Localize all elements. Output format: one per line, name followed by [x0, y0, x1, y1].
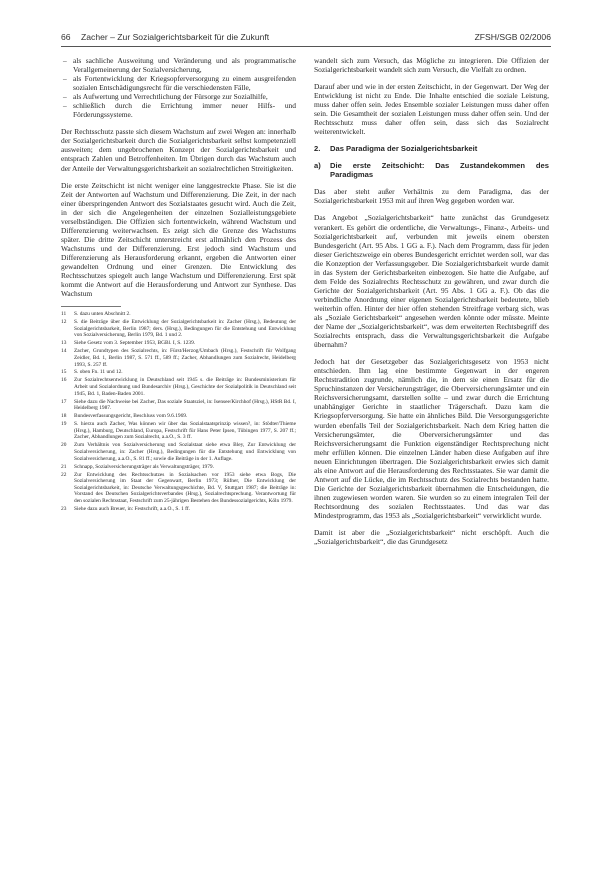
footnote-text: Zacher, Grundtypen des Sozialrechts, in: Fürst/Herzog/Umbach (Hrsg.), Festschrift für Wolfgang Zeidler, Bd. 1, Berlin 1987, S. 571 ff., 589 ff.; Zacher, Abhandlungen zum Sozialrecht, Heidelberg 1993, S. 257 ff.	[74, 348, 296, 368]
bullet-list	[61, 56, 296, 119]
left-column	[61, 56, 296, 514]
section-title: Das Paradigma der Sozialgerichtsbarkeit	[330, 144, 478, 154]
footnote	[61, 311, 296, 318]
footnotes	[61, 311, 296, 512]
footnote	[61, 348, 296, 368]
footnote-text: Bundesverfassungsgericht, Beschluss vom 9.6.1969.	[74, 413, 188, 420]
paragraph: Das Angebot „Sozialgerichtsbarkeit“ hatte zunächst das Grundgesetz verankert. Es gehört die ordentliche, die Verwaltungs-, Finanz-, Arbeits- und Sozialgerichtsbarkeit auf, verbunden mit jeweils einem obersten Bundesgericht (Art. 95 Abs. 1 GG a. F.). Nach dem Programm, dass für jeden dieser Gerichtszweige ein oberes Bundesgericht errichtet werden soll, war das die Konzeption der Verfassungsgeber. Die Sozialgerichtsbarkeit wurde damit in das System der Gerichtsbarkeiten einbezogen. Sie hatte die Aufgabe, auf dem Felde des Sozialrechts Rechtsschutz zu gewähren, und zwar durch die Gerichte der Sozialgerichtsbarkeit (Art. 95 Abs. 1 GG a. F.). Ob das die verbindliche Anordnung einer eigenen Sozialgerichtsbarkeit bedeutete, blieb weiterhin offen. Hinter der hier offen stehenden Streitfrage verbarg sich, was als „Soziale Gerichtsbarkeit“ angesehen werden könnte oder müsste. Meinte der Name der „Sozialgerichtsbarkeit“, was dem erweiterten Rechtsbegriff des Sozialrechts entsprach, dass die Verwaltungsgerichtsbarkeit die Aufgabe übernahm?	[314, 213, 549, 350]
footnote-number: 13	[61, 340, 67, 347]
footnote	[61, 377, 296, 397]
footnote	[61, 319, 296, 339]
header-rule	[61, 46, 551, 47]
bullet-item: – als Fortentwicklung der Kriegsopferversorgung zu einem ausgreifenden sozialen Entschädigungsrecht für die verschiedensten Fälle,	[61, 74, 296, 92]
footnote	[61, 506, 296, 513]
section-number: 2.	[314, 144, 321, 154]
right-column	[314, 56, 549, 554]
running-header	[61, 32, 551, 46]
footnote-number: 20	[61, 442, 67, 449]
footnote	[61, 340, 296, 347]
footnote	[61, 369, 296, 376]
paragraph: Jedoch hat der Gesetzgeber das Sozialgerichtsgesetz von 1953 nicht entschieden. Ihm lag eine bestimmte Gegenwart in der engeren Rechtstradition zugrunde, nämlich die, in dem sie einen Ersatz für die Spruchinstanzen der Versicherungsträger, die Oberversicherungsämter und ein Reichsversicherungsamt, darstellen sollte – und zwar durch die Errichtung unabhängiger Gerichte in staatlicher Trägerschaft. Dazu kam die Kriegsopferversorgung. Sie hatte ein ähnliches Bild. Die Versorgungsgerichte wurden ebenfalls Teil der Sozialgerichtsbarkeit. Nach dem Krieg hatten die Versicherungsämter, die Oberversicherungsämter und das Reichsversicherungsamt die Funktion eigenständiger Rechtsprechung nicht mehr erfüllen können. Die einzelnen Länder haben diese Aufgaben auf ihre neuen Einrichtungen übertragen. Die Sozialgerichtsbarkeit erwies sich damit als eine Antwort auf die Herausforderung des Rechtsstaates. Sie war damit die Antwort auf die Lücke, die im Rechtsschutz des Sozialrechts bestanden hatte. Die Gerichte der Sozialgerichtsbarkeit übernahmen die Entscheidungen, die ihnen zugewiesen worden waren. Sie wurden so zu einem integralen Teil der Rechtsordnung des sozialen Rechtsstaates. Und das war das Mindestprogramm, das 1953 als „Sozialgerichtsbarkeit“ verwirklicht wurde.	[314, 357, 549, 520]
footnote-text: S. dazu unten Abschnitt 2.	[74, 311, 131, 318]
footnote-text: Siehe Gesetz vom 3. September 1953, BGBl. I, S. 1239.	[74, 340, 196, 347]
page-number: 66	[61, 32, 71, 42]
paragraph: Darauf aber und wie in der ersten Zeitschicht, in der Gegenwart. Der Weg der Entwicklung ist nicht zu Ende. Die Inhalte entschied die soziale Leistung, muss daher offen sein. Jedes Ensemble sozialer Leistungen muss daher offen sein. Die Gesamtheit der sozialen Leistungen muss daher offen sein. Und der Rechtsschutz muss daher offen sein, dass sich das Sozialrecht weiterentwickelt.	[314, 82, 549, 137]
footnote-number: 19	[61, 421, 67, 428]
section-heading	[314, 144, 549, 153]
footnote-text: Zum Verhältnis von Sozialversicherung und Sozialstaat siehe etwa Bley, Zur Entwicklung der Sozialversicherung, in: Zacher (Hrsg.), Bedingungen für die Entstehung und Entwicklung von Sozialversicherung, a.a.O., S. 81 ff.; sowie die Beiträge in der 1. Auflage.	[74, 442, 296, 462]
subsection-number: a)	[314, 161, 321, 171]
paragraph: Der Rechtsschutz passte sich diesem Wachstum auf zwei Wegen an: innerhalb der Sozialgerichtsbarkeit durch die Sozialgerichtsbarkeit selbst kompetenziell ausweiten; dem ungebrochenen Konzept der Sozialgerichtsbarkeit und entsprach Zahlen und Betroffenheiten. Im Übrigen durch das Wachstum auch der Anteile der Verwaltungsgerichtsbarkeit an sozialrechtlichen Streitigkeiten.	[61, 127, 296, 173]
footnote-number: 12	[61, 319, 67, 326]
footnote	[61, 421, 296, 441]
footnote-number: 14	[61, 348, 67, 355]
footnote-text: Zur Sozialrechtsentwicklung in Deutschland seit 1945 s. die Beiträge in: Bundesministerium für Arbeit und Sozialordnung und Bundesarchiv (Hrsg.), Geschichte der Sozialpolitik in Deutschland seit 1945, Bd. 1, Baden-Baden 2001.	[74, 377, 296, 397]
footnote	[61, 442, 296, 462]
journal-reference: ZFSH/SGB 02/2006	[474, 32, 551, 42]
footnote-number: 15	[61, 369, 67, 376]
footnote-number: 23	[61, 505, 67, 512]
footnote-text: S. oben Fn. 11 und 12.	[74, 369, 123, 376]
bullet-item: – als Aufwertung und Verrechtlichung der Fürsorge zur Sozialhilfe,	[61, 92, 296, 101]
footnote-number: 21	[61, 463, 67, 470]
paragraph: Die erste Zeitschicht ist nicht weniger eine langgestreckte Phase. Sie ist die Zeit der Antworten auf Wachstum und Differenzierung. Die Zeit, in der nach einer überspringenden Antwort des Sozialstaates gesucht wird. Auch die Zeit, in der sich die Angelegenheiten der einzelnen Sozialleistungsgebiete verselbständigen. Die Offizien sich fortentwickeln, während Wachstum und Differenzierung weiterwachsen. Es zeigt sich die Grenze des Wachstums später. Die dritte Zeitschicht unterstreicht erst allmählich den Prozess des Wachstums und der Differenzierung. Erst jedoch sind Wachstum und Differenzierung als Herausforderung erkannt, ergeben die Antworten einer gewandelten Ordnung und einer Grenzen. Die Entwicklung des Rechtsschutzes spiegelt auch lange Wachstum und Differenzierung. Erst spät kommt die Antwort auf die Herausforderung und Antwort zur Synthese. Das Wachstum	[61, 180, 296, 299]
paragraph: Damit ist aber die „Sozialgerichtsbarkeit“ nicht erschöpft. Auch die „Sozialgerichtsbarkeit“, die das Grundgesetz	[314, 528, 549, 547]
footnote	[61, 464, 296, 471]
footnote-number: 17	[61, 398, 67, 405]
footnote-separator	[61, 306, 121, 307]
paragraph: Das aber steht außer Verhältnis zu dem Paradigma, das der Sozialgerichtsbarkeit 1953 mit auf ihren Weg gegeben worden war.	[314, 187, 549, 206]
footnote-number: 11	[61, 311, 67, 318]
bullet-item: – schließlich durch die Errichtung immer neuer Hilfs- und Förderungssysteme.	[61, 101, 296, 119]
footnote-text: Siehe dazu die Nachweise bei Zacher, Das soziale Staatsziel, in: Isensee/Kirchhof (Hrsg.), HStR Bd. I, Heidelberg 1987.	[74, 398, 296, 412]
footnote	[61, 399, 296, 412]
paragraph: wandelt sich zum Versuch, das Mögliche zu integrieren. Die Offizien der Sozialgerichtsbarkeit wandelt sich zum Versuch, die Vielfalt zu ordnen.	[314, 56, 549, 75]
subsection-title: Die erste Zeitschicht: Das Zustandekommen des Paradigmas	[330, 161, 549, 180]
footnote-text: S. hierzu auch Zacher, Was können wir über das Sozialstaatsprinzip wissen?, in: Stödter/Thieme (Hrsg.), Hamburg, Deutschland, Europa, Festschrift für Hans Peter Ipsen, Tübingen 1977, S. 207 ff.; Zacher, Abhandlungen zum Sozialrecht, a.a.O., S. 3 ff.	[74, 421, 296, 441]
footnote-number: 16	[61, 377, 67, 384]
subsection-heading	[314, 161, 549, 179]
footnote-number: 18	[61, 413, 67, 420]
footnote-number: 22	[61, 471, 67, 478]
footnote-text: Zur Entwicklung des Rechtsschutzes in Sozialsachen vor 1953 siehe etwa Bogs, Die Sozialversicherung im Staat der Gegenwart, Berlin 1973; Rüfner, Die Entwicklung der Sozialgerichtsbarkeit, in: Deutsche Verwaltungsgeschichte, Bd. V, Stuttgart 1987; die Beiträge in: Vorstand des Deutschen Sozialgerichtsverbandes (Hrsg.), Sozialrechtsprechung. Verantwortung für den sozialen Rechtsstaat, Festschrift zum 25-jährigen Bestehen des Bundessozialgerichts, Köln 1979.	[74, 471, 296, 504]
footnote	[61, 472, 296, 505]
footnote-text: S. die Beiträge über die Entwicklung der Sozialgerichtsbarkeit in: Zacher (Hrsg.), Bedeutung der Sozialgerichtsbarkeit, Berlin 1987; ders. (Hrsg.), Bedingungen für die Entstehung und Entwicklung von Sozialversicherung, Berlin 1979, Bd. 1 und 2.	[74, 319, 296, 339]
running-title: Zacher – Zur Sozialgerichtsbarkeit für die Zukunft	[81, 32, 270, 42]
footnote-text: Schnapp, Sozialversicherungsträger als Verwaltungsträger, 1979.	[74, 463, 214, 470]
bullet-item: – als sachliche Ausweitung und Veränderung und als programmatische Verallgemeinerung der Sozialversicherung,	[61, 56, 296, 74]
footnote-text: Siehe dazu auch Breuer, in: Festschrift, a.a.O., S. 1 ff.	[74, 505, 191, 512]
footnote	[61, 413, 296, 420]
